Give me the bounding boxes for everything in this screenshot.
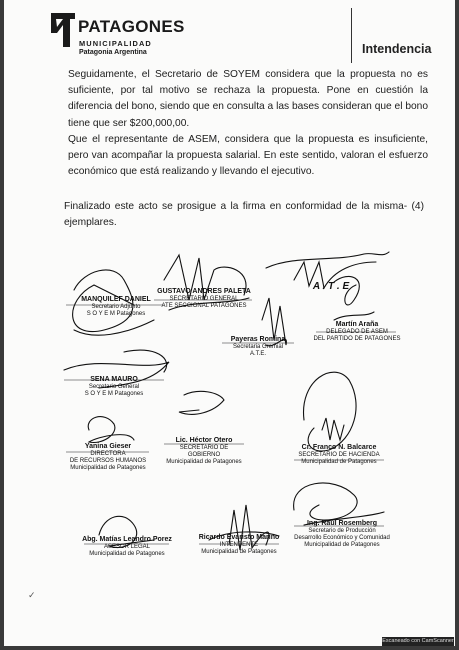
signatory-org: Municipalidad de Patagones <box>89 551 165 557</box>
signatory-role: Secretario General <box>88 384 140 390</box>
signatory-org: DEL PARTIDO DE PATAGONES <box>313 336 401 342</box>
signatory-role: SECRETARIO DE GOBIERNO <box>179 445 229 458</box>
signatory-name: Martín Araña <box>335 321 379 328</box>
signatory-name: Yanina Gieser <box>84 443 132 450</box>
ate-label: A . T . E <box>312 281 350 292</box>
signatory-name: MANQUILEF DANIEL <box>81 296 151 303</box>
signatory-role: ASESOR LEGAL <box>103 544 151 550</box>
signature-porez <box>82 536 172 558</box>
signatory-org: Municipalidad de Patagones <box>201 549 277 555</box>
scanner-watermark: Escaneado con CamScanner <box>382 638 454 644</box>
signatory-org: Municipalidad de Patagones <box>304 542 380 548</box>
signatory-org: Municipalidad de Patagones <box>166 459 242 465</box>
signature-ate-mark <box>296 283 366 290</box>
signatory-role: SECRETARIO GENERAL <box>169 296 239 302</box>
paragraph-asem: Que el representante de ASEM, considera que la propuesta es insuficiente, pero van acompañar la propuesta salarial. En este sentido, valoran el esfuerzo económico que está realizando y llevando el ejecutivo. <box>68 134 428 178</box>
signature-marino <box>194 534 284 556</box>
signatory-role: Secretario Adjunto <box>91 304 141 310</box>
signatory-name: Payeras Romina <box>230 336 286 343</box>
signatory-role: Secretario de Producción <box>308 528 376 534</box>
brand-region: Patagonia Argentina <box>79 49 147 56</box>
signatory-org: ATE SECCIONAL PATAGONES <box>161 303 247 309</box>
signatory-role2: DE RECURSOS HUMANOS <box>69 458 147 464</box>
signatory-role2: Desarrollo Económico y Comunidad <box>294 535 390 541</box>
patagones-logo-icon <box>48 11 78 49</box>
signature-sena <box>64 376 164 398</box>
signatory-org: S O Y E M Patagones <box>86 311 146 317</box>
signatory-role: DELEGADO DE ASEM <box>326 329 388 335</box>
signatory-role: DIRECTORA <box>90 451 126 457</box>
signatory-org: A.T.E. <box>249 351 266 357</box>
signatory-org: Municipalidad de Patagones <box>301 459 377 465</box>
paragraph-closing: Finalizado este acto se prosigue a la firma en conformidad de la misma- (4) ejemplares. <box>64 201 424 229</box>
signatory-org: Municipalidad de Patagones <box>70 465 146 471</box>
signature-paleta <box>154 288 254 310</box>
paragraph-soyem: Seguidamente, el Secretario de SOYEM considera que la propuesta no es suficiente, por tal motivo se rechaza la propuesta. Pone en cuestión la diferencia del bono, siendo que en consulta a las bases consideran que el bono tiene que ser $200,000,00. <box>68 69 428 129</box>
signature-otero <box>164 437 244 466</box>
signatory-name: GUSTAVO ANDRES PALETA <box>157 288 251 295</box>
signatory-org: S O Y E M Patagones <box>84 391 144 397</box>
signatory-name: Lic. Héctor Otero <box>175 437 233 444</box>
signature-gieser <box>62 443 154 472</box>
signature-manquilef <box>66 296 166 318</box>
signatory-name: SENA MAURO <box>90 376 138 383</box>
signatory-name: Cr. Franco N. Balcarce <box>301 444 377 451</box>
margin-check-mark: ✓ <box>28 590 36 600</box>
signature-arana <box>312 321 402 343</box>
document-page <box>4 0 455 646</box>
signatory-role: Secretaria Gremial <box>232 344 283 350</box>
brand-municipality: MUNICIPALIDAD <box>79 39 152 48</box>
signature-payeras <box>220 336 296 358</box>
signatory-name: Ricardo Evaristo Marino <box>198 534 280 541</box>
department-title: Intendencia <box>362 42 432 56</box>
brand-name: PATAGONES <box>78 17 185 36</box>
signature-balcarce <box>292 444 386 466</box>
signatory-role: INTENDENTE <box>219 542 259 548</box>
signatory-name: Ing. Raúl Rosemberg <box>306 520 377 527</box>
signature-rosemberg <box>294 520 390 549</box>
header-divider <box>351 8 352 63</box>
signatory-role: SECRETARIO DE HACIENDA <box>298 452 380 458</box>
signatory-name: Abg. Matías Leandro Porez <box>82 536 172 543</box>
